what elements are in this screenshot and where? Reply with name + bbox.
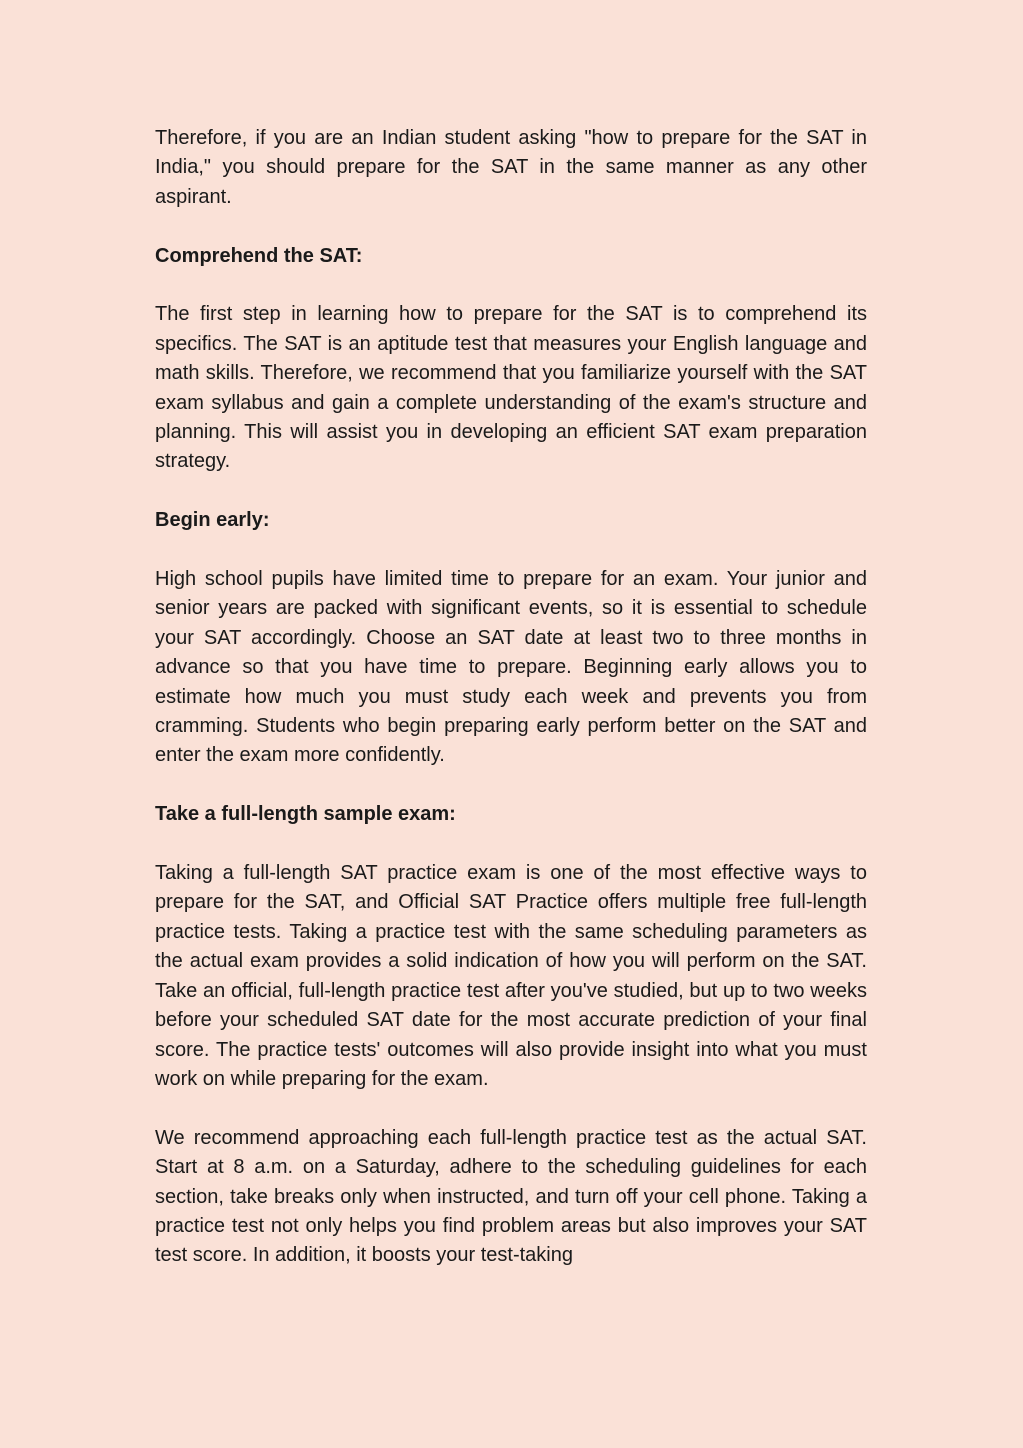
intro-paragraph: Therefore, if you are an Indian student asking "how to prepare for the SAT in India," you should prepare for the SAT in the same manner as any other aspirant. — [155, 127, 867, 208]
document-page — [155, 124, 867, 1271]
section-heading-comprehend: Comprehend the SAT: — [155, 244, 363, 267]
section-paragraph-comprehend: The first step in learning how to prepare for the SAT is to comprehend its specifics. The SAT is an aptitude test that measures your English language and math skills. Therefore, we recommend that you familiarize yourself with the SAT exam syllabus and gain a complete understanding of the exam's structure and planning. This will assist you in developing an efficient SAT exam preparation strategy. — [155, 303, 867, 473]
section-heading-sample-exam: Take a full-length sample exam: — [155, 803, 456, 826]
section-paragraph-begin-early: High school pupils have limited time to prepare for an exam. Your junior and senior years are packed with significant events, so it is essential to schedule your SAT accordingly. Choose an SAT date at least two to three months in advance so that you have time to prepare. Beginning early allows you to estimate how much you must study each week and prevents you from cramming. Students who begin preparing early perform better on the SAT and enter the exam more confidently. — [155, 568, 867, 767]
section-paragraph-sample-exam-2: We recommend approaching each full-length practice test as the actual SAT. Start at 8 a.m. on a Saturday, adhere to the scheduling guidelines for each section, take breaks only when instructed, and turn off your cell phone. Taking a practice test not only helps you find problem areas but also improves your SAT test score. In addition, it boosts your test-taking — [155, 1126, 867, 1267]
section-heading-begin-early: Begin early: — [155, 509, 270, 532]
section-paragraph-sample-exam-1: Taking a full-length SAT practice exam is one of the most effective ways to prepare for the SAT, and Official SAT Practice offers multiple free full-length practice tests. Taking a practice test with the same scheduling parameters as the actual exam provides a solid indication of how you will perform on the SAT. Take an official, full-length practice test after you've studied, but up to two weeks before your scheduled SAT date for the most accurate prediction of your final score. The practice tests' outcomes will also provide insight into what you must work on while preparing for the exam. — [155, 862, 867, 1090]
